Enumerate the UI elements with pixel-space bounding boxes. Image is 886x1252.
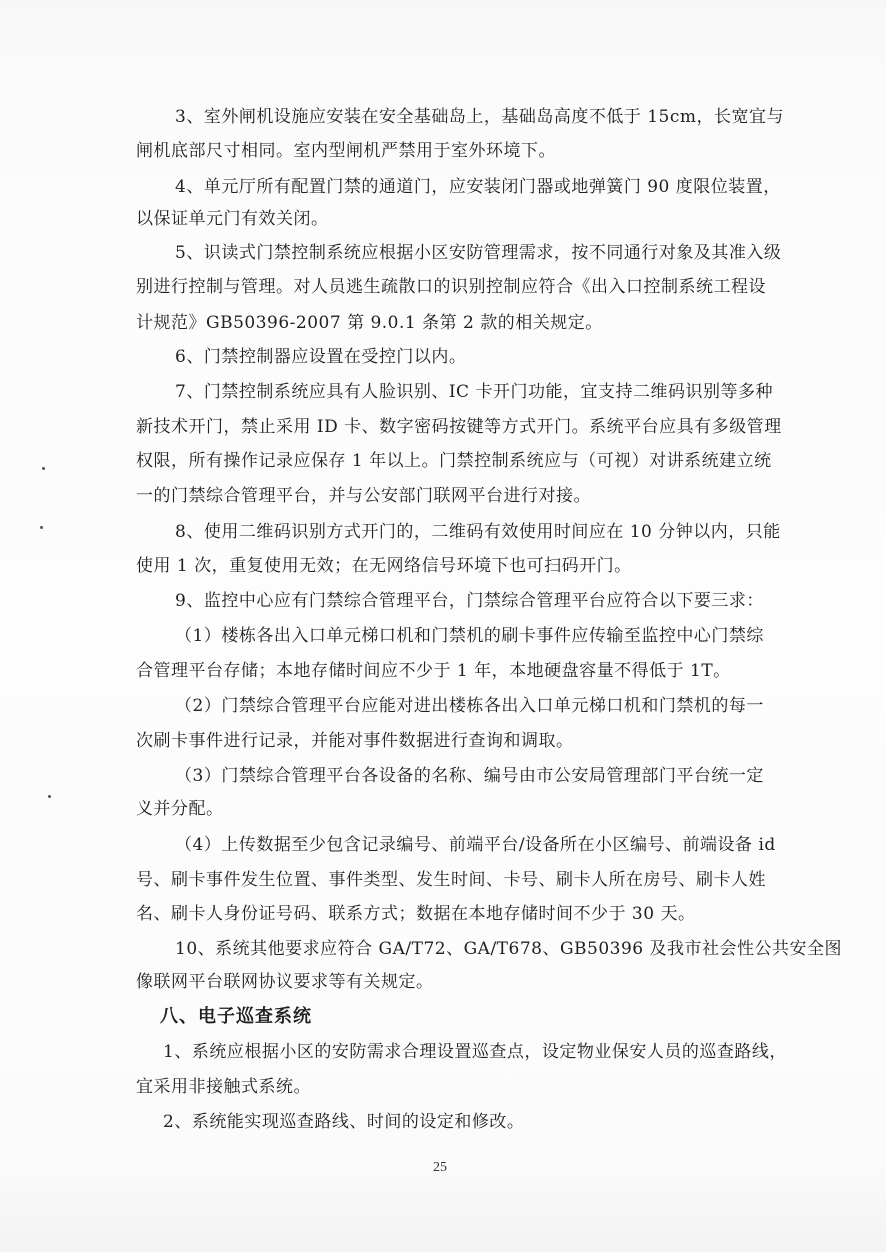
paragraph-line: 号、刷卡事件发生位置、事件类型、发生时间、卡号、刷卡人所在房号、刷卡人姓	[136, 870, 766, 890]
paragraph-line: 新技术开门，禁止采用 ID 卡、数字密码按键等方式开门。系统平台应具有多级管理	[136, 417, 782, 437]
paragraph-line: 1、系统应根据小区的安防需求合理设置巡查点，设定物业保安人员的巡查路线，	[163, 1042, 787, 1062]
paragraph-line: 名、刷卡人身份证号码、联系方式；数据在本地存储时间不少于 30 天。	[136, 904, 696, 924]
page-number: 25	[433, 1160, 447, 1175]
paragraph-line: 8、使用二维码识别方式开门的，二维码有效使用时间应在 10 分钟以内，只能	[175, 522, 781, 542]
paragraph-line: 宜采用非接触式系统。	[136, 1077, 311, 1097]
paragraph-line: 一的门禁综合管理平台，并与公安部门联网平台进行对接。	[136, 486, 591, 506]
scan-speck	[42, 467, 45, 470]
paragraph-line: 闸机底部尺寸相同。室内型闸机严禁用于室外环境下。	[136, 141, 556, 161]
paragraph-line: 像联网平台联网协议要求等有关规定。	[136, 972, 434, 992]
paragraph-line: （2）门禁综合管理平台应能对进出楼栋各出入口单元梯口机和门禁机的每一	[175, 696, 764, 716]
paragraph-line: 次刷卡事件进行记录，并能对事件数据进行查询和调取。	[136, 731, 574, 751]
scan-speck	[48, 795, 51, 798]
paragraph-line: 10、系统其他要求应符合 GA/T72、GA/T678、GB50396 及我市社会性公共安全图	[175, 939, 843, 959]
paragraph-line: 使用 1 次，重复使用无效；在无网络信号环境下也可扫码开门。	[136, 556, 632, 576]
paragraph-line: 6、门禁控制器应设置在受控门以内。	[175, 347, 467, 367]
paragraph-line: 以保证单元门有效关闭。	[136, 209, 329, 229]
paragraph-line: （3）门禁综合管理平台各设备的名称、编号由市公安局管理部门平台统一定	[175, 766, 764, 786]
section-heading: 八、电子巡查系统	[160, 1006, 312, 1027]
paragraph-line: 义并分配。	[136, 799, 224, 819]
paragraph-line: 权限，所有操作记录应保存 1 年以上。门禁控制系统应与（可视）对讲系统建立统	[136, 451, 772, 471]
paragraph-line: 合管理平台存储；本地存储时间应不少于 1 年，本地硬盘容量不得低于 1T。	[136, 661, 731, 681]
paragraph-line: 别进行控制与管理。对人员逃生疏散口的识别控制应符合《出入口控制系统工程设	[136, 277, 766, 297]
paragraph-line: 计规范》GB50396-2007 第 9.0.1 条第 2 款的相关规定。	[136, 313, 603, 333]
paragraph-line: 5、识读式门禁控制系统应根据小区安防管理需求，按不同通行对象及其准入级	[175, 243, 782, 263]
paragraph-line: 4、单元厅所有配置门禁的通道门，应安装闭门器或地弹簧门 90 度限位装置，	[175, 177, 781, 197]
paragraph-line: 2、系统能实现巡查路线、时间的设定和修改。	[163, 1112, 525, 1132]
scan-speck	[40, 526, 43, 529]
paragraph-line: 3、室外闸机设施应安装在安全基础岛上，基础岛高度不低于 15cm，长宽宜与	[175, 107, 784, 127]
paragraph-line: （1）楼栋各出入口单元梯口机和门禁机的刷卡事件应传输至监控中心门禁综	[175, 626, 764, 646]
paragraph-line: 9、监控中心应有门禁综合管理平台，门禁综合管理平台应符合以下要三求：	[175, 591, 764, 611]
paragraph-line: （4）上传数据至少包含记录编号、前端平台/设备所在小区编号、前端设备 id	[175, 835, 776, 855]
paragraph-line: 7、门禁控制系统应具有人脸识别、IC 卡开门功能，宜支持二维码识别等多种	[175, 382, 773, 402]
